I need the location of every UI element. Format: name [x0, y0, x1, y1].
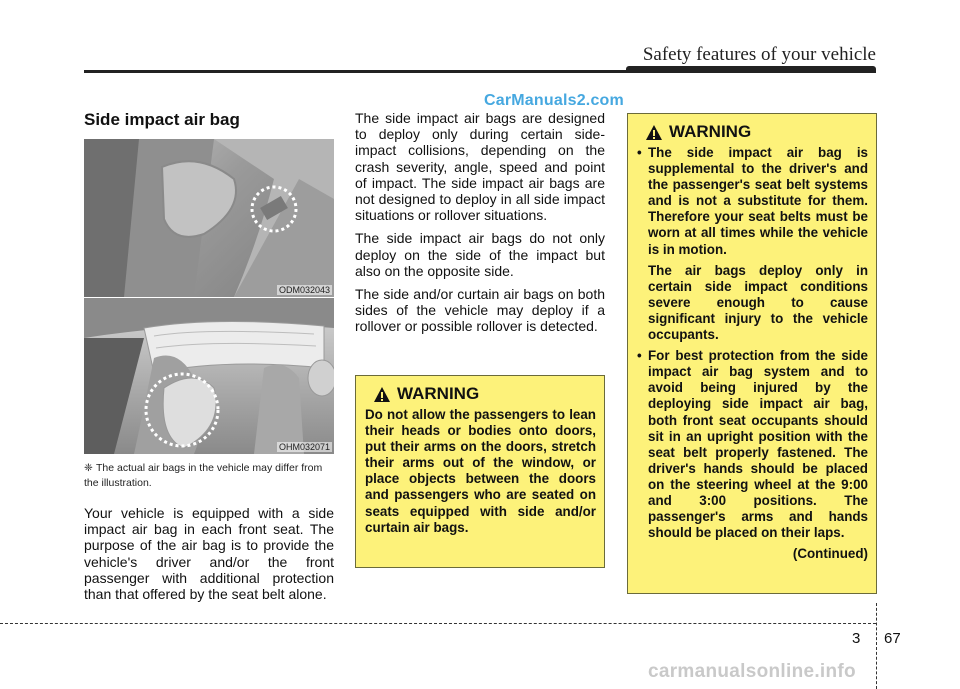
warning-triangle-icon	[373, 386, 391, 403]
figure-note	[84, 461, 334, 491]
figure-cabin-deployed-airbags	[84, 298, 334, 454]
warning-box-passengers	[355, 375, 605, 568]
bullet-icon: •	[637, 348, 642, 364]
figure-seat-side-airbag	[84, 139, 334, 297]
warning-list	[637, 145, 868, 541]
warning-list-item	[637, 145, 868, 343]
note-symbol-icon: ❈	[84, 462, 93, 474]
warning-title: WARNING	[669, 122, 752, 141]
figure-code-top: ODM032043	[278, 285, 330, 295]
figure-code-bottom: OHM032071	[278, 442, 330, 452]
page-number: 67	[884, 630, 901, 647]
watermark-bottom[interactable]: carmanualsonline.info	[648, 661, 856, 682]
footer-divider	[876, 603, 877, 689]
middle-column	[355, 110, 605, 342]
warning-text: Do not allow the passengers to lean their heads or bodies onto doors, put their arms on the doors, stretch their arms out of the window, or place objects between the doors and passengers who are seated on seats equipped with side and/or curtain air bags.	[365, 407, 596, 535]
bullet-icon: •	[637, 145, 642, 160]
middle-paragraph-2: The side impact air bags do not only deploy on the side of the impact but also on the opposite side.	[355, 230, 605, 279]
figure-note-text: The actual air bags in the vehicle may differ from the illustration.	[84, 462, 323, 489]
header-rule	[84, 70, 876, 73]
watermark-top[interactable]: CarManuals2.com	[484, 92, 624, 109]
middle-paragraph-1: The side impact air bags are designed to deploy only during certain side-impact collisions, depending on the crash severity, angle, speed and point of impact. The side impact air bags are not designed to deploy in all side impact situations or rollover situations.	[355, 110, 605, 224]
warning-item-1-para-1: The side impact air bag is supplemental to the driver's and the passenger's seat belt systems and is not a substitute for them. Therefore your seat belts must be worn at all times while the vehicle is in motion.	[648, 145, 868, 257]
warning-list-item	[637, 348, 868, 541]
warning-box-side-airbag	[627, 113, 877, 594]
warning-heading	[645, 122, 868, 142]
running-header-title: Safety features of your vehicle	[642, 44, 876, 65]
warning-heading	[373, 384, 596, 404]
warning-item-1-para-2: The air bags deploy only in certain side impact conditions severe enough to cause significant injury to the vehicle occupants.	[648, 262, 868, 343]
warning-item-2-para: For best protection from the side impact air bag system and to avoid being injured by the deploying side impact air bag, both front seat occupants should sit in an upright position with the seat belt properly fastened. The driver's hands should be placed on the steering wheel at the 9:00 and 3:00 positions. The passenger's arms and hands should be placed on their laps.	[648, 348, 868, 541]
continued-label: (Continued)	[792, 546, 868, 562]
section-title: Side impact air bag	[84, 110, 240, 129]
warning-triangle-icon	[645, 124, 663, 141]
seat-illustration	[84, 139, 334, 297]
intro-paragraph: Your vehicle is equipped with a side impact air bag in each front seat. The purpose of the air bag is to provide the vehicle's driver and/or the front passenger with additional protection than that offered by the seat belt alone.	[84, 505, 334, 603]
cabin-illustration	[84, 298, 334, 454]
warning-title: WARNING	[397, 384, 480, 403]
chapter-number: 3	[852, 630, 861, 647]
middle-paragraph-3: The side and/or curtain air bags on both sides of the vehicle may deploy if a rollover or possible rollover is detected.	[355, 286, 605, 335]
footer-rule	[0, 623, 876, 624]
